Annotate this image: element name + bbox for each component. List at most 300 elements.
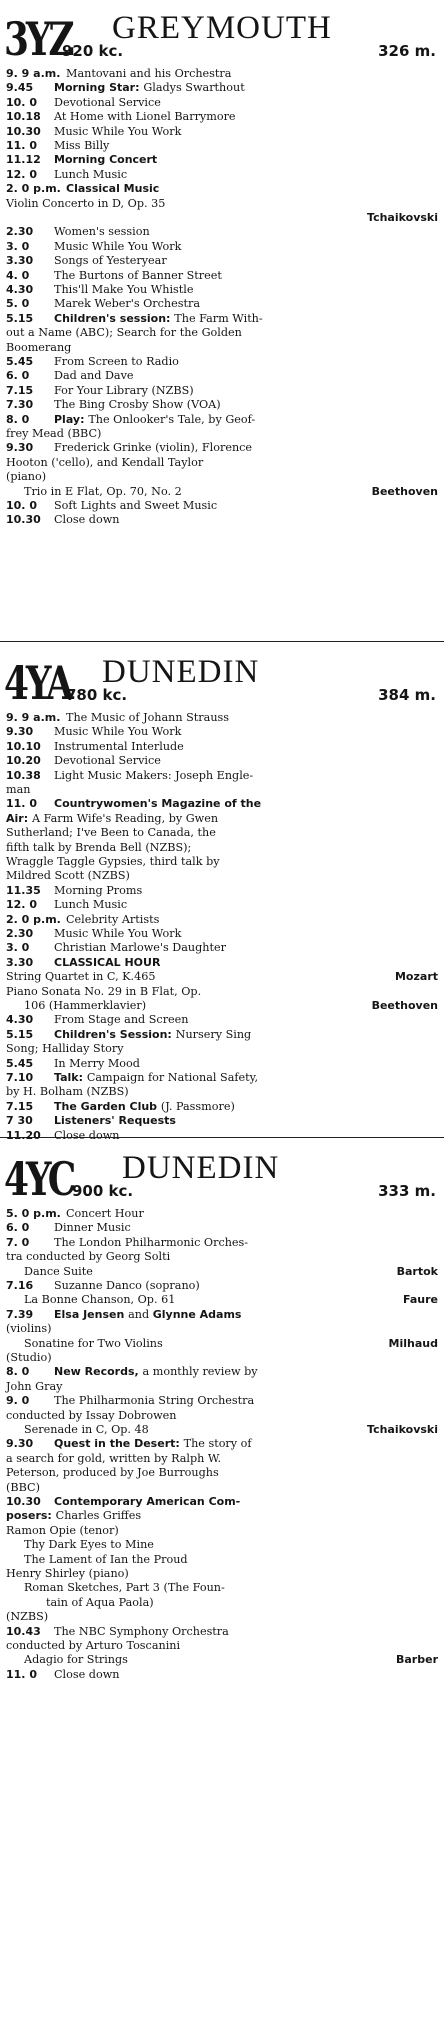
program-continuation	[6, 470, 46, 484]
program-title	[54, 1057, 140, 1071]
program-time: 3. 0	[6, 941, 30, 955]
program-continuation	[6, 1409, 177, 1423]
schedule-line	[6, 898, 438, 912]
program-detail: Music While You Work	[54, 124, 182, 138]
program-title	[54, 1114, 176, 1128]
schedule-line	[6, 1538, 438, 1552]
program-continuation	[6, 1509, 141, 1523]
schedule-line	[6, 470, 438, 484]
program-title	[54, 384, 194, 398]
program-continuation	[24, 1553, 188, 1567]
schedule-line	[6, 398, 438, 412]
program-title	[54, 283, 193, 297]
program-title	[54, 1236, 248, 1250]
schedule-line	[6, 1207, 438, 1221]
schedule-line	[6, 740, 438, 754]
program-detail: tain of Aqua Paola)	[46, 1595, 154, 1609]
program-detail: (J. Passmore)	[160, 1099, 235, 1113]
schedule-line	[6, 413, 438, 427]
program-time: 10.18	[6, 110, 41, 124]
schedule-line	[6, 225, 438, 239]
program-continuation	[6, 1042, 124, 1056]
program-title	[54, 1129, 119, 1143]
program-continuation	[6, 456, 203, 470]
schedule-line	[6, 1610, 438, 1624]
schedule-line	[6, 956, 438, 970]
program-title	[54, 1308, 241, 1322]
schedule-line	[6, 1042, 438, 1056]
program-continuation	[24, 1423, 149, 1437]
station-header	[4, 6, 440, 66]
program-detail: Serenade in C, Op. 48	[24, 1423, 149, 1436]
program-time: 4.30	[6, 1013, 34, 1027]
program-detail: The Farm With-	[174, 311, 263, 325]
program-time: 11. 0	[6, 139, 37, 152]
station-call-sign: 4YC	[4, 1152, 74, 1206]
schedule-line	[6, 355, 438, 369]
schedule-line	[6, 1394, 438, 1408]
program-heading: posers:	[6, 1509, 56, 1523]
schedule-line	[6, 1380, 438, 1394]
program-heading: The Garden Club	[54, 1099, 161, 1113]
schedule-line	[6, 1639, 438, 1653]
program-heading: Morning Concert	[54, 153, 158, 167]
program-title	[54, 413, 255, 427]
program-time: 11.20	[6, 1128, 41, 1142]
program-detail: Close down	[54, 513, 120, 527]
program-detail: Music While You Work	[54, 239, 182, 253]
program-continuation	[6, 1085, 129, 1099]
program-detail: Women's session	[54, 225, 150, 239]
station-city: DUNEDIN	[122, 1150, 280, 1186]
program-time: 6. 0	[6, 1221, 30, 1235]
program-detail: Thy Dark Eyes to Mine	[24, 1538, 154, 1552]
program-time: 2. 0 p.m.	[6, 912, 61, 926]
composer-name: Mozart	[394, 970, 438, 984]
program-detail: From Stage and Screen	[54, 1013, 189, 1027]
program-time: 2.30	[6, 927, 34, 940]
schedule-line	[6, 999, 438, 1013]
program-continuation	[6, 855, 220, 869]
program-continuation	[6, 826, 216, 840]
program-detail: Lunch Music	[54, 898, 128, 912]
program-detail: La Bonne Chanson, Op. 61	[24, 1293, 176, 1307]
program-time: 7.15	[6, 1099, 34, 1113]
program-title	[54, 240, 181, 254]
schedule-line	[6, 240, 438, 254]
schedule-line	[6, 168, 438, 182]
program-title	[54, 312, 263, 326]
schedule-line	[6, 441, 438, 455]
program-time: 2.30	[6, 225, 34, 239]
program-detail: conducted by Issay Dobrowen	[6, 1408, 177, 1422]
station-city: DUNEDIN	[102, 654, 260, 690]
schedule-line	[6, 1013, 438, 1027]
program-title	[54, 740, 184, 754]
program-time: 7.30	[6, 398, 34, 412]
schedule-line	[6, 1553, 438, 1567]
program-detail: Lunch Music	[54, 167, 128, 181]
program-continuation	[6, 1250, 170, 1264]
program-title	[54, 1071, 258, 1085]
schedule-line	[6, 970, 438, 984]
program-heading: Glynne Adams	[152, 1307, 242, 1321]
program-time: 10.10	[6, 739, 41, 753]
program-time: 10. 0	[6, 95, 37, 109]
station-header	[4, 1146, 440, 1206]
program-detail: Nursery Sing	[175, 1027, 252, 1041]
schedule-line	[6, 1452, 438, 1466]
program-title	[54, 139, 109, 153]
program-time: 3. 0	[6, 239, 30, 253]
program-detail: Close down	[54, 1667, 120, 1681]
program-detail: Miss Billy	[54, 139, 110, 152]
schedule-line	[6, 797, 438, 811]
program-title	[54, 441, 252, 455]
schedule-line	[6, 783, 438, 797]
schedule-line	[6, 769, 438, 783]
program-time: 10.30	[6, 513, 41, 527]
schedule-line	[6, 1509, 438, 1523]
program-continuation	[6, 1524, 119, 1538]
program-time: 5.45	[6, 1056, 34, 1070]
schedule-line	[6, 884, 438, 898]
schedule-line	[6, 96, 438, 110]
composer-name: Tchaikovski	[367, 1423, 438, 1436]
program-detail: The Lament of Ian the Proud	[24, 1552, 188, 1566]
schedule-line	[6, 754, 438, 768]
program-title	[54, 254, 167, 268]
schedule-line	[6, 312, 438, 326]
program-detail: Campaign for National Safety,	[86, 1071, 259, 1084]
program-time: 3.30	[6, 254, 34, 268]
program-continuation	[24, 485, 182, 499]
program-continuation	[24, 1293, 175, 1307]
program-heading: Talk:	[54, 1071, 87, 1084]
program-detail: Close down	[54, 1128, 120, 1142]
program-continuation	[6, 869, 130, 883]
program-title	[54, 1279, 200, 1293]
station-wavelength: 384 m.	[378, 686, 436, 704]
program-detail: tra conducted by Georg Solti	[6, 1250, 171, 1264]
program-time: 5.15	[6, 1027, 34, 1041]
program-heading: CLASSICAL HOUR	[54, 955, 161, 969]
schedule-line	[6, 1409, 438, 1423]
program-time: 9. 9 a.m.	[6, 711, 61, 724]
program-detail: The NBC Symphony Orchestra	[54, 1624, 229, 1638]
program-time: 7.16	[6, 1279, 34, 1292]
program-detail: In Merry Mood	[54, 1056, 140, 1070]
program-time: 11.35	[6, 883, 41, 897]
program-title	[54, 398, 221, 412]
program-time: 10.20	[6, 754, 41, 768]
program-detail: frey Mead (BBC)	[6, 427, 102, 440]
station-wavelength: 326 m.	[378, 42, 436, 60]
program-heading: Play:	[54, 412, 89, 426]
program-title	[54, 1100, 235, 1114]
schedule-line	[6, 269, 438, 283]
program-continuation	[6, 341, 71, 355]
schedule-line	[6, 1351, 438, 1365]
program-title	[54, 769, 253, 783]
program-time: 7.15	[6, 383, 34, 397]
program-title	[54, 1013, 189, 1027]
program-detail: Roman Sketches, Part 3 (The Foun-	[24, 1581, 225, 1595]
program-detail: Violin Concerto in D, Op. 35	[6, 196, 166, 210]
program-title	[54, 168, 127, 182]
program-detail: The London Philharmonic Orches-	[54, 1235, 249, 1249]
program-time: 5.15	[6, 311, 34, 325]
program-heading: Air:	[6, 811, 32, 825]
program-continuation	[6, 985, 201, 999]
program-title	[54, 110, 236, 124]
program-continuation	[6, 1567, 129, 1581]
program-time: 10. 0	[6, 499, 37, 512]
program-time: 9.30	[6, 441, 34, 455]
program-time: 5.45	[6, 355, 34, 368]
program-title	[54, 725, 181, 739]
program-heading: Listeners' Requests	[54, 1114, 176, 1128]
schedule-line	[6, 1365, 438, 1379]
program-detail: (piano)	[6, 470, 47, 484]
program-title	[54, 513, 119, 527]
program-title	[66, 1207, 144, 1221]
program-detail: Trio in E Flat, Op. 70, No. 2	[24, 484, 182, 498]
schedule-line	[6, 1337, 438, 1351]
section-divider	[0, 641, 444, 642]
schedule-line	[6, 927, 438, 941]
program-continuation	[24, 1337, 163, 1351]
program-detail: At Home with Lionel Barrymore	[54, 110, 236, 124]
station-frequency: 920 kc.	[62, 42, 124, 60]
program-detail: Gladys Swarthout	[143, 81, 245, 95]
schedule-line	[6, 1100, 438, 1114]
program-title	[54, 269, 222, 283]
schedule-line	[6, 499, 438, 513]
program-time: 9. 0	[6, 1394, 30, 1408]
program-detail: Morning Proms	[54, 883, 143, 897]
program-heading: Countrywomen's Magazine of the	[54, 797, 262, 811]
program-detail: John Gray	[6, 1379, 63, 1393]
program-time: 7.39	[6, 1307, 34, 1321]
program-detail: The Philharmonia String Orchestra	[54, 1394, 255, 1408]
program-continuation	[6, 427, 101, 441]
program-detail: String Quartet in C, K.465	[6, 970, 156, 984]
schedule-line	[6, 1437, 438, 1451]
program-title	[54, 1394, 254, 1408]
program-time: 7 30	[6, 1114, 33, 1128]
composer-name: Bartok	[396, 1264, 438, 1278]
schedule-line	[6, 1308, 438, 1322]
program-title	[54, 225, 150, 239]
schedule-line	[6, 985, 438, 999]
schedule-line	[6, 1322, 438, 1336]
program-continuation	[6, 326, 242, 340]
program-continuation	[6, 783, 30, 797]
program-continuation	[6, 1481, 40, 1495]
schedule-line	[6, 841, 438, 855]
program-detail: Song; Halliday Story	[6, 1042, 124, 1056]
station-call-sign: 4YA	[4, 656, 71, 710]
program-continuation	[6, 1351, 52, 1365]
program-title	[54, 1365, 258, 1379]
schedule-line	[6, 1581, 438, 1595]
program-time: 4. 0	[6, 268, 30, 282]
schedule-line	[6, 1293, 438, 1307]
program-time: 9.45	[6, 81, 34, 95]
schedule-line	[6, 1250, 438, 1264]
program-heading: Quest in the Desert:	[54, 1437, 184, 1451]
program-title	[54, 884, 142, 898]
program-time: 12. 0	[6, 167, 37, 181]
schedule-line	[6, 1085, 438, 1099]
schedule-line	[6, 513, 438, 527]
program-title	[54, 125, 181, 139]
program-detail: 106 (Hammerklavier)	[24, 999, 147, 1012]
program-detail: This'll Make You Whistle	[54, 283, 194, 296]
program-time: 11. 0	[6, 1667, 37, 1681]
program-time: 12. 0	[6, 898, 37, 912]
schedule-line	[6, 1423, 438, 1437]
program-continuation	[6, 812, 218, 826]
program-detail: Mildred Scott (NZBS)	[6, 869, 130, 883]
program-detail: (violins)	[6, 1322, 52, 1336]
program-title	[54, 1437, 252, 1451]
composer-name: Beethoven	[371, 484, 438, 498]
program-detail: The story of	[183, 1437, 252, 1451]
program-detail: Devotional Service	[54, 95, 161, 109]
schedule-line	[6, 81, 438, 95]
program-continuation	[24, 1538, 154, 1552]
program-continuation	[6, 1639, 180, 1653]
program-detail: a monthly review by	[142, 1365, 258, 1379]
schedule-line	[6, 297, 438, 311]
program-time: 9.30	[6, 1437, 34, 1451]
program-detail: Adagio for Strings	[24, 1653, 128, 1667]
schedule-line	[6, 125, 438, 139]
program-detail: by H. Bolham (NZBS)	[6, 1085, 129, 1099]
program-title	[54, 153, 157, 167]
program-continuation	[24, 999, 146, 1013]
program-time: 3.30	[6, 955, 34, 969]
program-detail: Marek Weber's Orchestra	[54, 297, 201, 311]
program-detail: (BBC)	[6, 1480, 40, 1494]
program-continuation	[24, 1653, 128, 1667]
program-detail: Piano Sonata No. 29 in B Flat, Op.	[6, 984, 202, 998]
station-frequency: 780 kc.	[66, 686, 128, 704]
program-title	[54, 754, 161, 768]
schedule-line	[6, 725, 438, 739]
program-title	[54, 1028, 251, 1042]
program-heading: Children's Session:	[54, 1027, 176, 1041]
station-call-sign: 3YZ	[4, 12, 72, 66]
schedule-line	[6, 1057, 438, 1071]
schedule-line	[6, 427, 438, 441]
program-detail: a search for gold, written by Ralph W.	[6, 1451, 222, 1465]
program-time: 10.30	[6, 1495, 41, 1508]
schedule-line	[6, 456, 438, 470]
program-detail: Hooton ('cello), and Kendall Taylor	[6, 455, 204, 469]
schedule-line	[6, 1028, 438, 1042]
program-time: 2. 0 p.m.	[6, 182, 61, 196]
program-detail: Ramon Opie (tenor)	[6, 1523, 119, 1537]
program-detail: Music While You Work	[54, 927, 182, 940]
program-time: 10.30	[6, 124, 41, 138]
program-detail: Soft Lights and Sweet Music	[54, 499, 218, 512]
program-detail: conducted by Arturo Toscanini	[6, 1639, 181, 1652]
schedule-line	[6, 139, 438, 153]
program-title	[54, 1625, 229, 1639]
program-detail: The Onlooker's Tale, by Geof-	[88, 412, 256, 426]
program-heading: Children's session:	[54, 311, 175, 325]
program-detail: Christian Marlowe's Daughter	[54, 941, 226, 955]
schedule-line	[6, 485, 438, 499]
program-detail: For Your Library (NZBS)	[54, 383, 194, 397]
program-detail: Boomerang	[6, 340, 72, 354]
program-heading: Contemporary American Com-	[54, 1495, 241, 1508]
schedule-line	[6, 67, 438, 81]
schedule-line	[6, 1265, 438, 1279]
composer-name: Beethoven	[371, 999, 438, 1012]
schedule-line	[6, 384, 438, 398]
program-detail: Instrumental Interlude	[54, 739, 184, 753]
program-title	[54, 898, 127, 912]
program-detail: Light Music Makers: Joseph Engle-	[54, 768, 254, 782]
program-continuation	[6, 1322, 51, 1336]
program-title	[54, 369, 134, 383]
composer-name: Barber	[396, 1653, 438, 1667]
program-time: 5. 0	[6, 297, 30, 311]
program-detail: Suzanne Danco (soprano)	[54, 1279, 200, 1292]
schedule-line	[6, 1129, 438, 1143]
schedule-line	[6, 1279, 438, 1293]
program-title	[54, 797, 261, 811]
program-detail: Music While You Work	[54, 725, 182, 739]
program-detail: Henry Shirley (piano)	[6, 1567, 129, 1580]
schedule-line	[6, 1495, 438, 1509]
program-detail: out a Name (ABC); Search for the Golden	[6, 326, 242, 340]
station-header	[4, 650, 440, 710]
schedule-line	[6, 1221, 438, 1235]
program-title	[54, 1668, 119, 1682]
schedule-line	[6, 1567, 438, 1581]
program-detail: The Bing Crosby Show (VOA)	[54, 398, 221, 412]
program-detail: The Music of Johann Strauss	[66, 711, 230, 724]
schedule-line	[6, 211, 438, 225]
schedule-line	[6, 1114, 438, 1128]
program-detail: Charles Griffes	[55, 1509, 142, 1523]
program-detail: man	[6, 783, 31, 796]
program-time: 4.30	[6, 283, 34, 296]
program-heading: Classical Music	[66, 182, 160, 196]
program-heading: New Records,	[54, 1365, 143, 1379]
program-detail: Songs of Yesteryear	[54, 254, 167, 268]
program-time: 10.38	[6, 768, 41, 782]
schedule-line	[6, 1466, 438, 1480]
station-city: GREYMOUTH	[112, 10, 332, 46]
schedule-line	[6, 826, 438, 840]
program-continuation	[6, 1610, 48, 1624]
program-title	[54, 96, 161, 110]
program-detail: Dinner Music	[54, 1221, 131, 1235]
program-title	[54, 499, 217, 513]
program-time: 6. 0	[6, 369, 30, 383]
program-time: 7.10	[6, 1071, 34, 1084]
program-title	[54, 941, 226, 955]
program-detail: (NZBS)	[6, 1610, 49, 1624]
program-detail: A Farm Wife's Reading, by Gwen	[31, 811, 219, 825]
program-title	[66, 711, 229, 725]
